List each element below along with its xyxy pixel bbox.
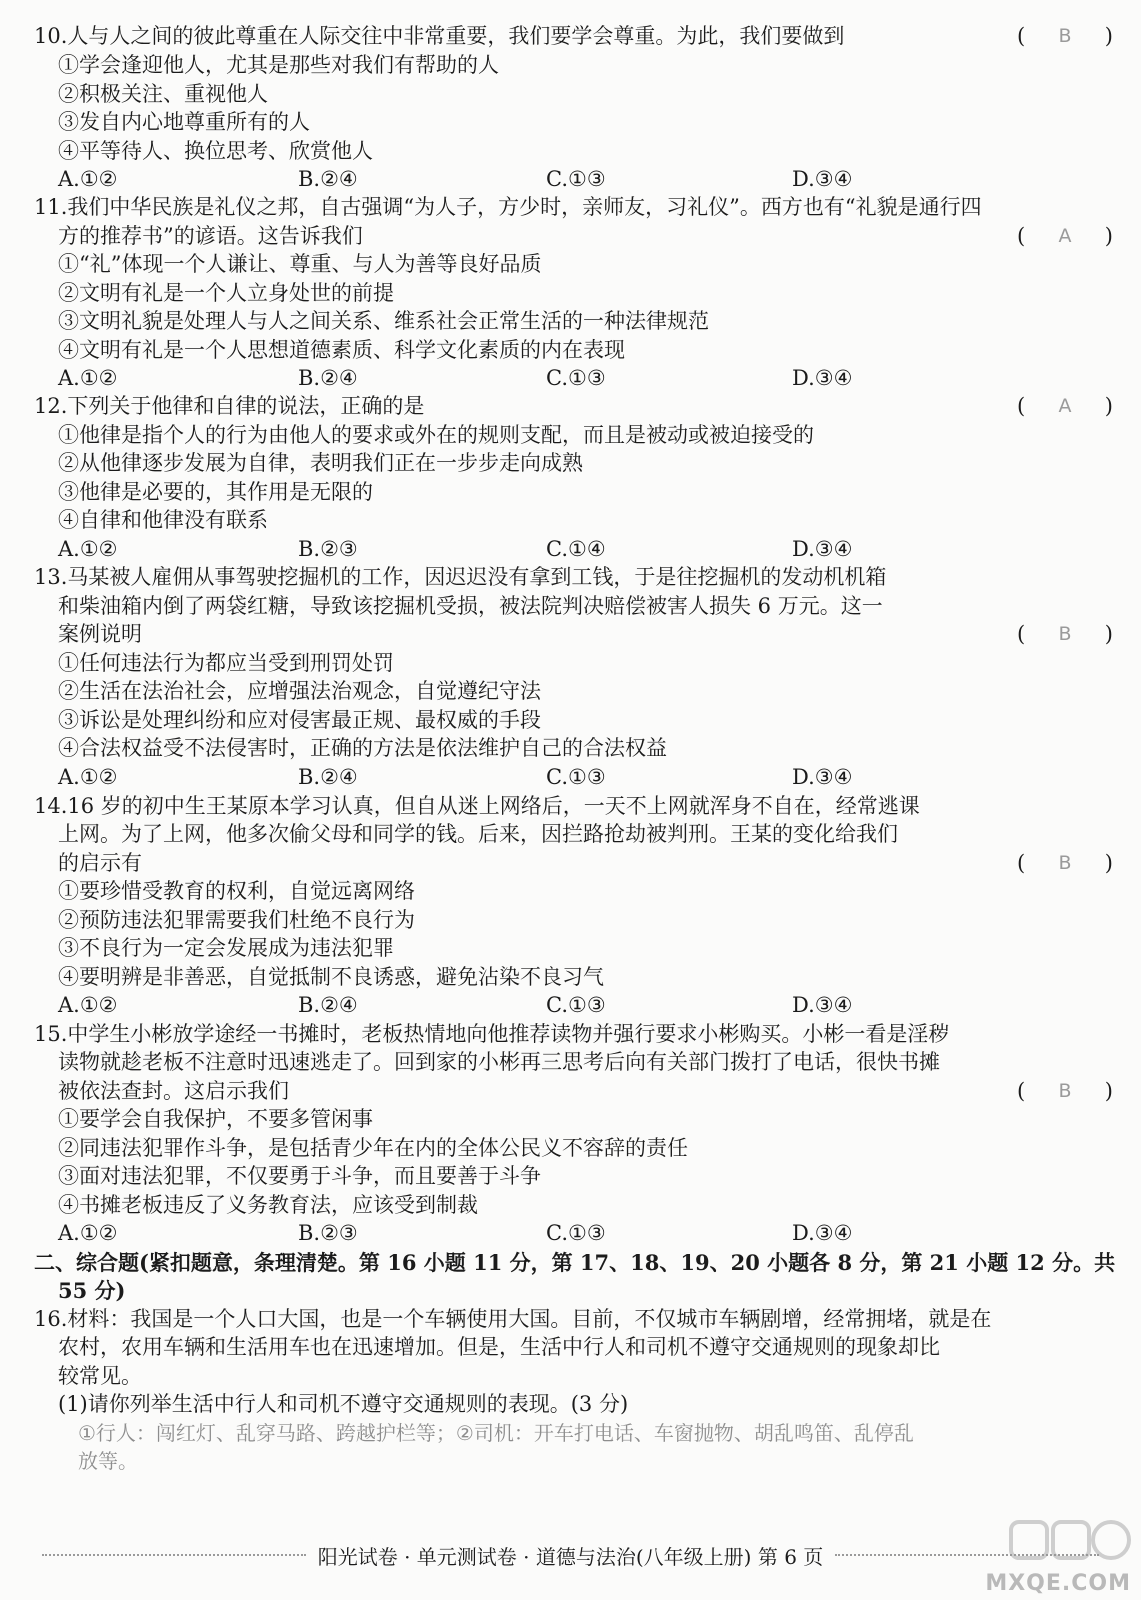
choice-a: A.①② <box>58 167 118 191</box>
question-10-option-4: ④平等待人、换位思考、欣赏他人 <box>58 139 373 163</box>
question-13-option-1: ①任何违法行为都应当受到刑罚处罚 <box>58 651 394 675</box>
question-14-stem-line-2: 上网。为了上网，他多次偷父母和同学的钱。后来，因拦路抢劫被判刑。王某的变化给我们 <box>58 822 898 846</box>
question-12-option-1: ①他律是指个人的行为由他人的要求或外在的规则支配，而且是被动或被迫接受的 <box>58 423 814 447</box>
choice-c: C.①③ <box>546 1221 606 1245</box>
question-12-option-3: ③他律是必要的，其作用是无限的 <box>58 480 373 504</box>
question-14-option-3: ③不良行为一定会发展成为违法犯罪 <box>58 936 394 960</box>
question-10-answer: B <box>1058 25 1072 47</box>
choice-a: A.①② <box>58 993 118 1017</box>
choice-c: C.①③ <box>546 765 606 789</box>
question-13-answer-bracket: ( B ) <box>1017 620 1113 649</box>
choice-a: A.①② <box>58 537 118 561</box>
question-14-stem-line-3: 的启示有 <box>58 851 142 875</box>
footer-divider-left <box>42 1554 306 1556</box>
question-15-option-4: ④书摊老板违反了义务教育法，应该受到制裁 <box>58 1193 478 1217</box>
question-12-answer-bracket: ( A ) <box>1017 392 1113 421</box>
choice-d: D.③④ <box>792 167 853 191</box>
question-13-option-3: ③诉讼是处理纠纷和应对侵害最正规、最权威的手段 <box>58 708 541 732</box>
choice-a: A.①② <box>58 1221 118 1245</box>
choice-d: D.③④ <box>792 366 853 390</box>
question-13-stem-line-1: 13.马某被人雇佣从事驾驶挖掘机的工作，因迟迟没有拿到工钱，于是往挖掘机的发动机机箱 <box>34 565 887 589</box>
question-11-answer: A <box>1058 225 1072 247</box>
question-11-option-3: ③文明礼貌是处理人与人之间关系、维系社会正常生活的一种法律规范 <box>58 309 709 333</box>
question-13-answer: B <box>1058 623 1072 645</box>
choice-d: D.③④ <box>792 537 853 561</box>
question-10-stem-line-1: 10.人与人之间的彼此尊重在人际交往中非常重要，我们要学会尊重。为此，我们要做到 <box>34 24 845 48</box>
choice-c: C.①③ <box>546 167 606 191</box>
question-15-option-1: ①要学会自我保护，不要多管闲事 <box>58 1107 373 1131</box>
section-2-heading-line-1: 二、综合题(紧扣题意，条理清楚。第 16 小题 11 分，第 17、18、19、20 小题各 8 分，第 21 小题 12 分。共 <box>34 1250 1116 1275</box>
question-13-option-4: ④合法权益受不法侵害时，正确的方法是依法维护自己的合法权益 <box>58 736 667 760</box>
question-10-option-1: ①学会逢迎他人，尤其是那些对我们有帮助的人 <box>58 53 499 77</box>
page-footer <box>30 1540 1111 1570</box>
question-10-answer-bracket: ( B ) <box>1017 22 1113 51</box>
question-11-option-4: ④文明有礼是一个人思想道德素质、科学文化素质的内在表现 <box>58 338 625 362</box>
question-11-option-2: ②文明有礼是一个人立身处世的前提 <box>58 281 394 305</box>
choice-b: B.②④ <box>298 993 358 1017</box>
question-14-stem-line-1: 14.16 岁的初中生王某原本学习认真，但自从迷上网络后，一天不上网就浑身不自在，经常逃课 <box>34 794 920 818</box>
question-14-answer-bracket: ( B ) <box>1017 849 1113 878</box>
choice-b: B.②③ <box>298 1221 358 1245</box>
choice-a: A.①② <box>58 366 118 390</box>
question-11-option-1: ①“礼”体现一个人谦让、尊重、与人为善等良好品质 <box>58 252 542 276</box>
question-16-material-line-2: 农村，农用车辆和生活用车也在迅速增加。但是，生活中行人和司机不遵守交通规则的现象却比 <box>58 1335 940 1359</box>
question-13-option-2: ②生活在法治社会，应增强法治观念，自觉遵纪守法 <box>58 679 541 703</box>
choice-c: C.①③ <box>546 366 606 390</box>
question-16-answer-line-1: ①行人：闯红灯、乱穿马路、跨越护栏等；②司机：开车打电话、车窗抛物、胡乱鸣笛、乱停乱 <box>78 1421 914 1445</box>
question-10-option-2: ②积极关注、重视他人 <box>58 82 268 106</box>
question-14-option-2: ②预防违法犯罪需要我们杜绝不良行为 <box>58 908 415 932</box>
question-15-option-2: ②同违法犯罪作斗争，是包括青少年在内的全体公民义不容辞的责任 <box>58 1136 688 1160</box>
question-12-option-4: ④自律和他律没有联系 <box>58 508 268 532</box>
question-14-option-1: ①要珍惜受教育的权利，自觉远离网络 <box>58 879 415 903</box>
choice-d: D.③④ <box>792 1221 853 1245</box>
watermark-text: MXQE.COM <box>985 1571 1131 1596</box>
section-2-heading-line-2: 55 分) <box>58 1278 126 1303</box>
choice-d: D.③④ <box>792 993 853 1017</box>
question-16-material-line-1: 16.材料：我国是一个人口大国，也是一个车辆使用大国。目前，不仅城市车辆剧增，经常拥堵，就是在 <box>34 1307 992 1331</box>
question-15-answer-bracket: ( B ) <box>1017 1077 1113 1106</box>
question-14-answer: B <box>1058 852 1072 874</box>
choice-d: D.③④ <box>792 765 853 789</box>
question-15-answer: B <box>1058 1080 1072 1102</box>
question-12-stem-line-1: 12.下列关于他律和自律的说法，正确的是 <box>34 394 425 418</box>
question-13-stem-line-3: 案例说明 <box>58 622 142 646</box>
choice-b: B.②③ <box>298 537 358 561</box>
question-15-stem-line-3: 被依法查封。这启示我们 <box>58 1079 289 1103</box>
question-10-option-3: ③发自内心地尊重所有的人 <box>58 110 310 134</box>
choice-b: B.②④ <box>298 167 358 191</box>
choice-b: B.②④ <box>298 765 358 789</box>
choice-c: C.①④ <box>546 537 606 561</box>
question-12-answer: A <box>1058 395 1072 417</box>
question-16-subquestion-1: (1)请你列举生活中行人和司机不遵守交通规则的表现。(3 分) <box>58 1392 629 1416</box>
question-13-stem-line-2: 和柴油箱内倒了两袋红糖，导致该挖掘机受损，被法院判决赔偿被害人损失 6 万元。这一 <box>58 594 883 618</box>
choice-b: B.②④ <box>298 366 358 390</box>
question-11-stem-line-2: 方的推荐书”的谚语。这告诉我们 <box>58 224 363 248</box>
question-11-answer-bracket: ( A ) <box>1017 222 1113 251</box>
footer-text: 阳光试卷 · 单元测试卷 · 道德与法治(八年级上册) 第 6 页 <box>317 1544 824 1569</box>
question-15-option-3: ③面对违法犯罪，不仅要勇于斗争，而且要善于斗争 <box>58 1164 541 1188</box>
question-15-stem-line-2: 读物就趁老板不注意时迅速逃走了。回到家的小彬再三思考后向有关部门拨打了电话，很快书摊 <box>58 1050 940 1074</box>
question-16-answer-line-2: 放等。 <box>78 1449 138 1473</box>
question-14-option-4: ④要明辨是非善恶，自觉抵制不良诱惑，避免沾染不良习气 <box>58 965 604 989</box>
choice-c: C.①③ <box>546 993 606 1017</box>
question-12-option-2: ②从他律逐步发展为自律，表明我们正在一步步走向成熟 <box>58 451 583 475</box>
question-15-stem-line-1: 15.中学生小彬放学途经一书摊时，老板热情地向他推荐读物并强行要求小彬购买。小彬一看是淫秽 <box>34 1022 950 1046</box>
choice-a: A.①② <box>58 765 118 789</box>
question-11-stem-line-1: 11.我们中华民族是礼仪之邦，自古强调“为人子，方少时，亲师友，习礼仪”。西方也有“礼貌是通行四 <box>34 195 982 219</box>
question-16-material-line-3: 较常见。 <box>58 1364 142 1388</box>
